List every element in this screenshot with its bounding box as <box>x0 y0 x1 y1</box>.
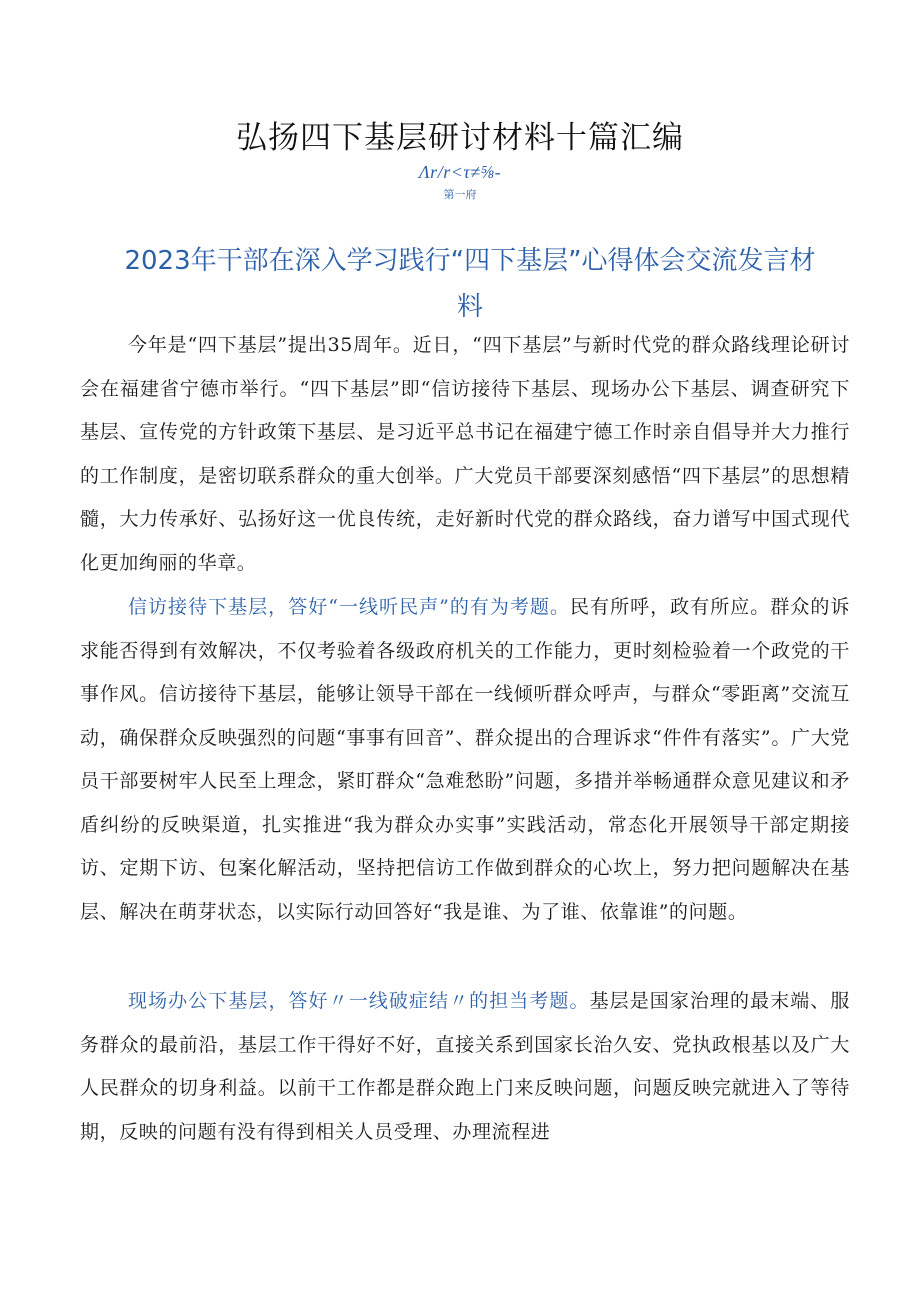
body-paragraph-1: 今年是“四下基层”提出35周年。近日，“四下基层”与新时代党的群众路线理论研讨会在福建省宁德市举行。“四下基层”即“信访接待下基层、现场办公下基层、调查研究下基层、宣传党的方针政策下基层、是习近平总书记在福建宁德工作时亲自倡导并大力推行的工作制度，是密切联系群众的重大创举。广大党员干部要深刻感悟“四下基层”的思想精髓，大力传承好、弘扬好这一优良传统，走好新时代党的群众路线，奋力谱写中国式现代化更加绚丽的华章。 <box>80 334 850 574</box>
paragraph-lead-heading: 信访接待下基层，答好“一线听民声”的有为考题。 <box>128 596 571 618</box>
paragraph-text: 基层是国家治理的最末端、服务群众的最前沿，基层工作干得好不好，直接关系到国家长治久安、党执政根基以及广大人民群众的切身利益。以前干工作都是群众跑上门来反映问题，问题反映完就进入了等待期，反映的问题有没有得到相关人员受理、办理流程进 <box>80 990 850 1143</box>
decorative-heading-glyphs: Λr/r<τ≠⅝- <box>418 162 502 182</box>
paragraph-text: 民有所呼，政有所应。群众的诉求能否得到有效解决，不仅考验着各级政府机关的工作能力，更时刻检验着一个政党的干事作风。信访接待下基层，能够让领导干部在一线倾听群众呼声，与群众“零距离”交流互动，确保群众反映强烈的问题“事事有回音”、群众提出的合理诉求“件件有落实”。广大党员干部要树牢人民至上理念，紧盯群众“急难愁盼”问题，多措并举畅通群众意见建议和矛盾纠纷的反映渠道，扎实推进“我为群众办实事”实践活动，常态化开展领导干部定期接访、定期下访、包案化解活动，坚持把信访工作做到群众的心坎上，努力把问题解决在基层、解决在萌芽状态，以实际行动回答好“我是谁、为了谁、依靠谁”的问题。 <box>80 596 850 923</box>
part-label: 第一府 <box>443 188 477 201</box>
paragraph-lead-heading: 现场办公下基层，答好〃一线破症结〃的担当考题。 <box>128 990 590 1012</box>
section-subtitle: 2023年干部在深入学习践行“四下基层”心得体会交流发言材料 <box>124 246 816 322</box>
body-paragraph-2 <box>80 586 850 934</box>
document-title: 弘扬四下基层研讨材料十篇汇编 <box>236 120 684 156</box>
body-paragraph-3 <box>80 980 850 1154</box>
